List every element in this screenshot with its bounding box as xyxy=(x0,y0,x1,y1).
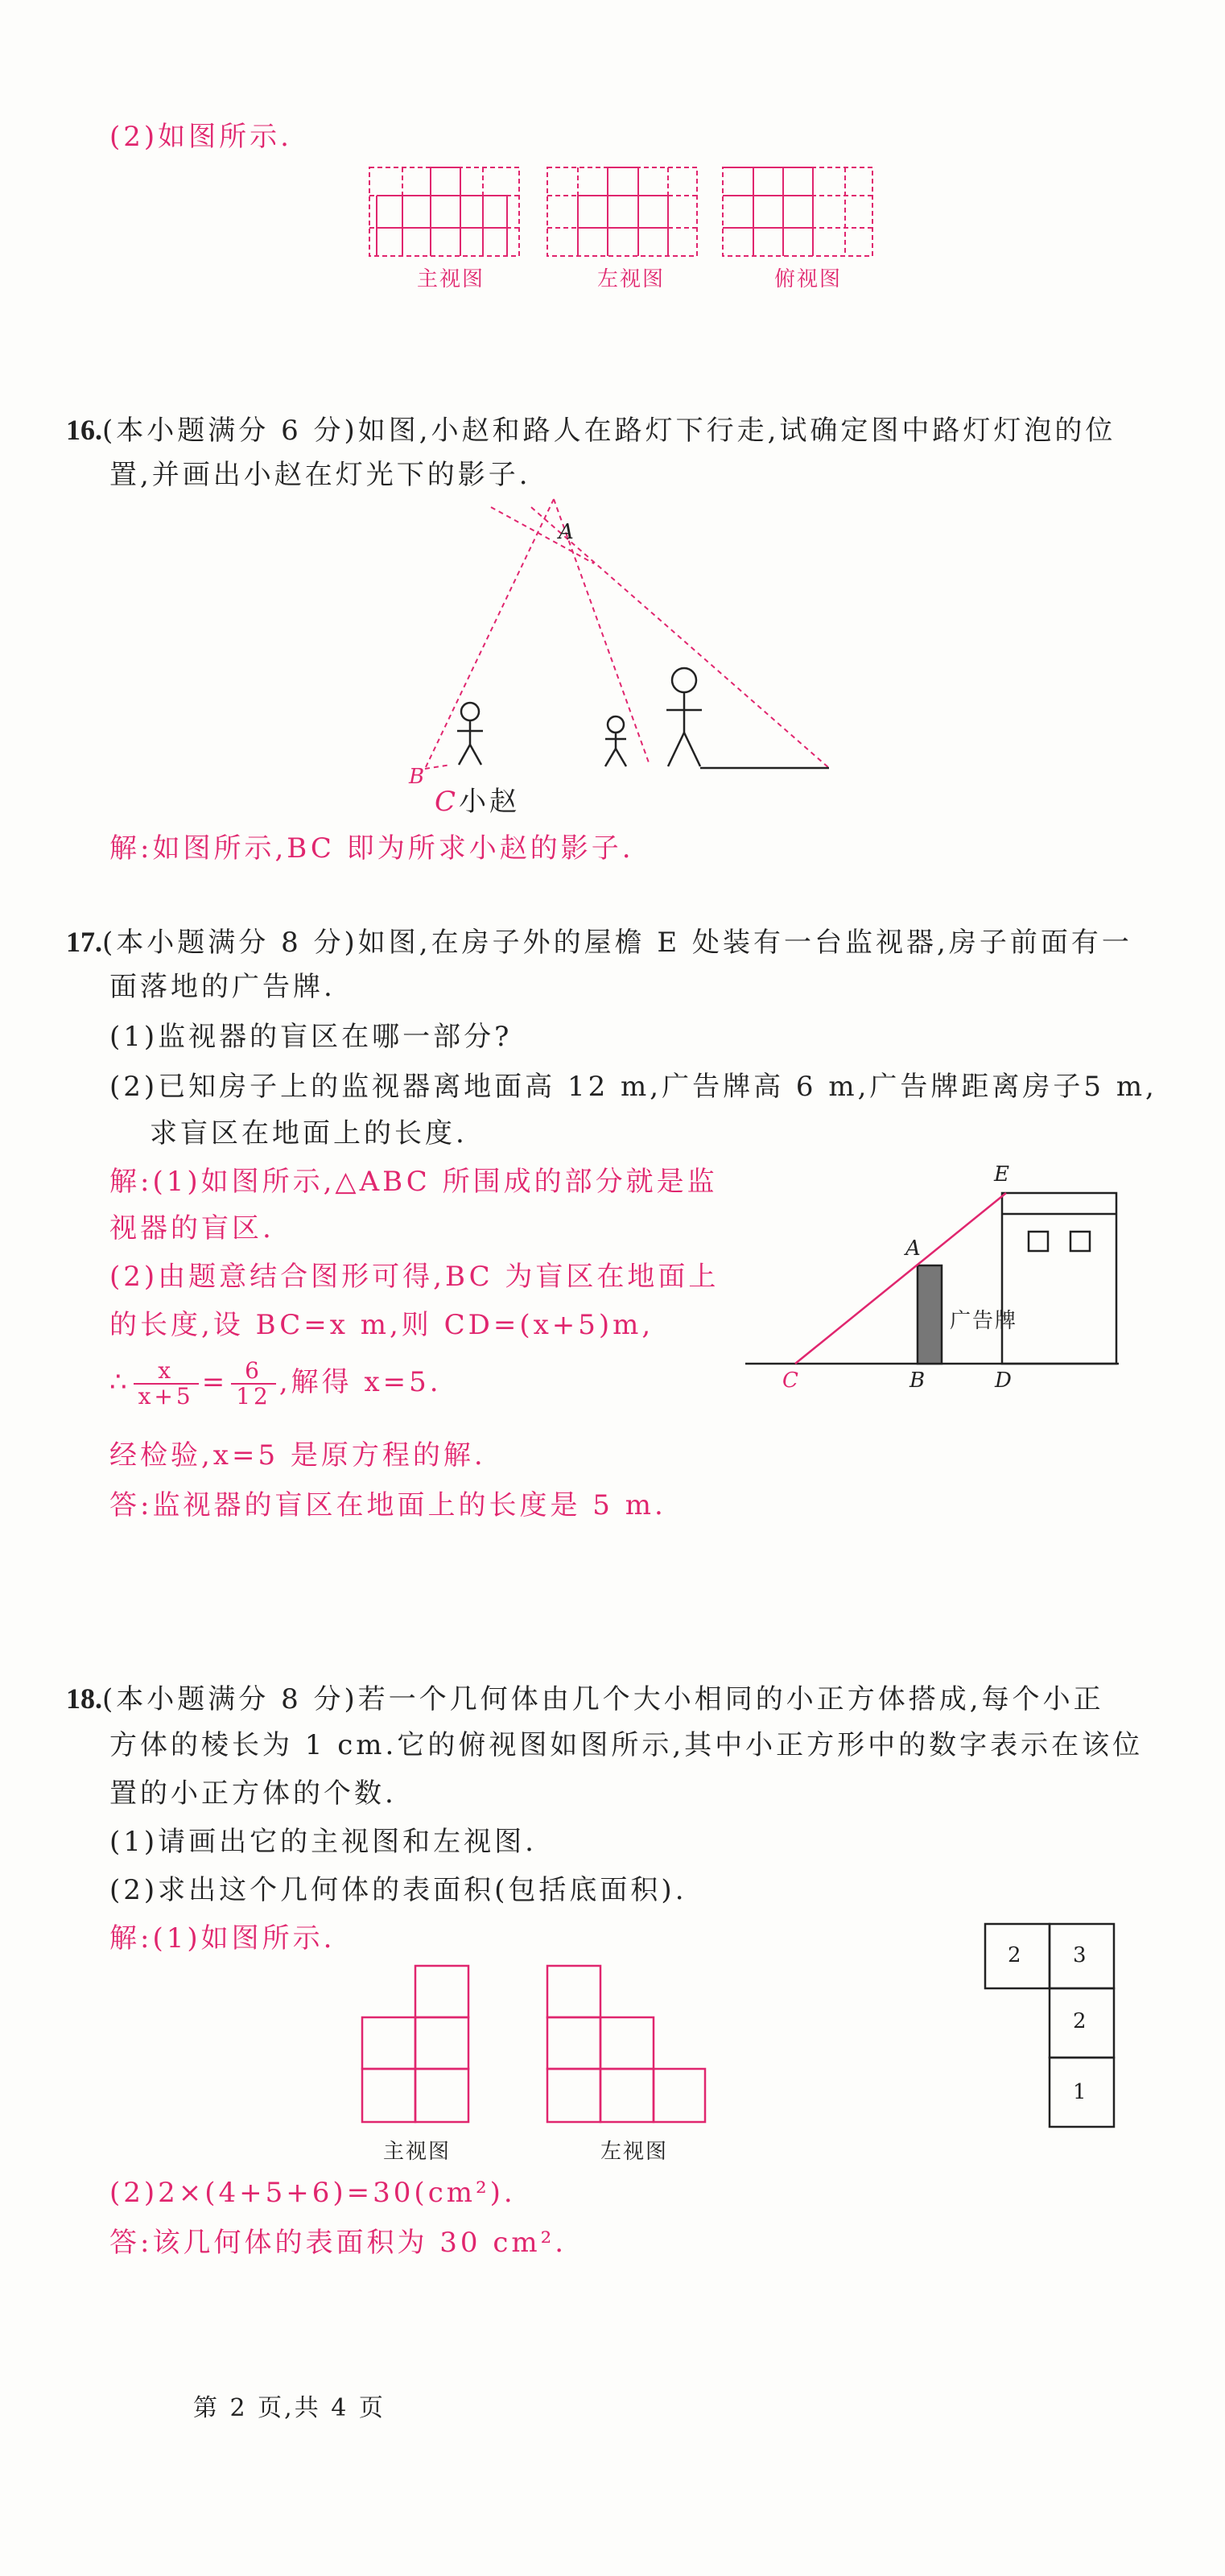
q17-label-b: B xyxy=(909,1368,927,1393)
q17-house-figure xyxy=(0,1175,1225,1433)
q17-label-e: E xyxy=(994,1162,1011,1187)
q17-ans1a: 解:(1)如图所示,△ABC 所围成的部分就是监 xyxy=(109,1166,718,1198)
q16-streetlight-figure xyxy=(0,483,1225,821)
fraction-x-over-x-plus-5: $\frac{x}{x+5}$ xyxy=(134,1359,199,1409)
q18-ans1: 解:(1)如图所示. xyxy=(109,1922,336,1955)
q16-text-line2: 置,并画出小赵在灯光下的影子. xyxy=(109,459,531,491)
q16-text-line1: 16.(本小题满分 6 分)如图,小赵和路人在路灯下行走,试确定图中路灯灯泡的位 xyxy=(66,414,1116,447)
grid-cell-3: 2 xyxy=(1073,2009,1088,2033)
q18-sub1: (1)请画出它的主视图和左视图. xyxy=(109,1826,537,1858)
q17-number: 17. xyxy=(66,926,102,958)
top-view-grid xyxy=(723,167,872,256)
left-view-label: 左视图 xyxy=(597,267,666,291)
q17-label-c: C xyxy=(782,1368,800,1393)
q16-answer: 解:如图所示,BC 即为所求小赵的影子. xyxy=(109,832,634,865)
q16-label-a: A xyxy=(559,520,575,544)
q17-text-line1: 17.(本小题满分 8 分)如图,在房子外的屋檐 E 处装有一台监视器,房子前面有一 xyxy=(66,926,1132,959)
grid-cell-2: 3 xyxy=(1073,1943,1088,1967)
q17-equation: ∴ $\frac{x}{x+5}$ = $\frac{6}{12}$ ,解得 x=5. xyxy=(109,1357,442,1410)
q16-label-b: B xyxy=(409,765,427,789)
q18-ans2: (2)2×(4+5+6)=30(cm²). xyxy=(109,2177,516,2209)
top-view-label: 俯视图 xyxy=(774,267,843,291)
q17-sub2a: (2)已知房子上的监视器离地面高 12 m,广告牌高 6 m,广告牌距离房子5 m, xyxy=(109,1071,1157,1103)
fraction-6-over-12: $\frac{6}{12}$ xyxy=(231,1359,276,1409)
q16-label-c-name: C小赵 xyxy=(435,786,521,818)
q17-label-d: D xyxy=(995,1368,1013,1393)
q18-main-view-label: 主视图 xyxy=(383,2140,452,2164)
q15-answer2: (2)如图所示. xyxy=(109,121,292,153)
front-view-grid xyxy=(369,167,519,256)
q17-ans1b: 视器的盲区. xyxy=(109,1212,274,1245)
q17-sub2b: 求盲区在地面上的长度. xyxy=(150,1117,468,1150)
q17-sub1: (1)监视器的盲区在哪一部分? xyxy=(109,1021,513,1053)
q17-label-a: A xyxy=(905,1236,922,1261)
grid-cell-1: 2 xyxy=(1008,1943,1023,1967)
q17-billboard-label: 广告牌 xyxy=(950,1309,1018,1333)
q16-number: 16. xyxy=(66,414,102,446)
q17-ans2a: (2)由题意结合图形可得,BC 为盲区在地面上 xyxy=(109,1261,720,1293)
q18-sub2: (2)求出这个几何体的表面积(包括底面积). xyxy=(109,1874,687,1906)
q18-left-view-label: 左视图 xyxy=(600,2140,669,2164)
q17-check: 经检验,x=5 是原方程的解. xyxy=(109,1439,486,1472)
q18-number: 18. xyxy=(66,1682,102,1715)
q18-text-line1: 18.(本小题满分 8 分)若一个几何体由几个大小相同的小正方体搭成,每个小正 xyxy=(66,1682,1104,1715)
q17-ans2b: 的长度,设 BC=x m,则 CD=(x+5)m, xyxy=(109,1309,654,1341)
page-footer: 第 2 页,共 4 页 xyxy=(193,2394,386,2422)
q17-text-line2: 面落地的广告牌. xyxy=(109,971,336,1003)
q18-text-line2: 方体的棱长为 1 cm.它的俯视图如图所示,其中小正方形中的数字表示在该位 xyxy=(109,1729,1144,1761)
q18-final: 答:该几何体的表面积为 30 cm². xyxy=(109,2227,567,2259)
left-view-grid xyxy=(547,167,697,256)
q17-final: 答:监视器的盲区在地面上的长度是 5 m. xyxy=(109,1489,666,1521)
grid-cell-4: 1 xyxy=(1073,2080,1088,2104)
front-view-label: 主视图 xyxy=(417,267,485,291)
q18-text-line3: 置的小正方体的个数. xyxy=(109,1777,397,1810)
